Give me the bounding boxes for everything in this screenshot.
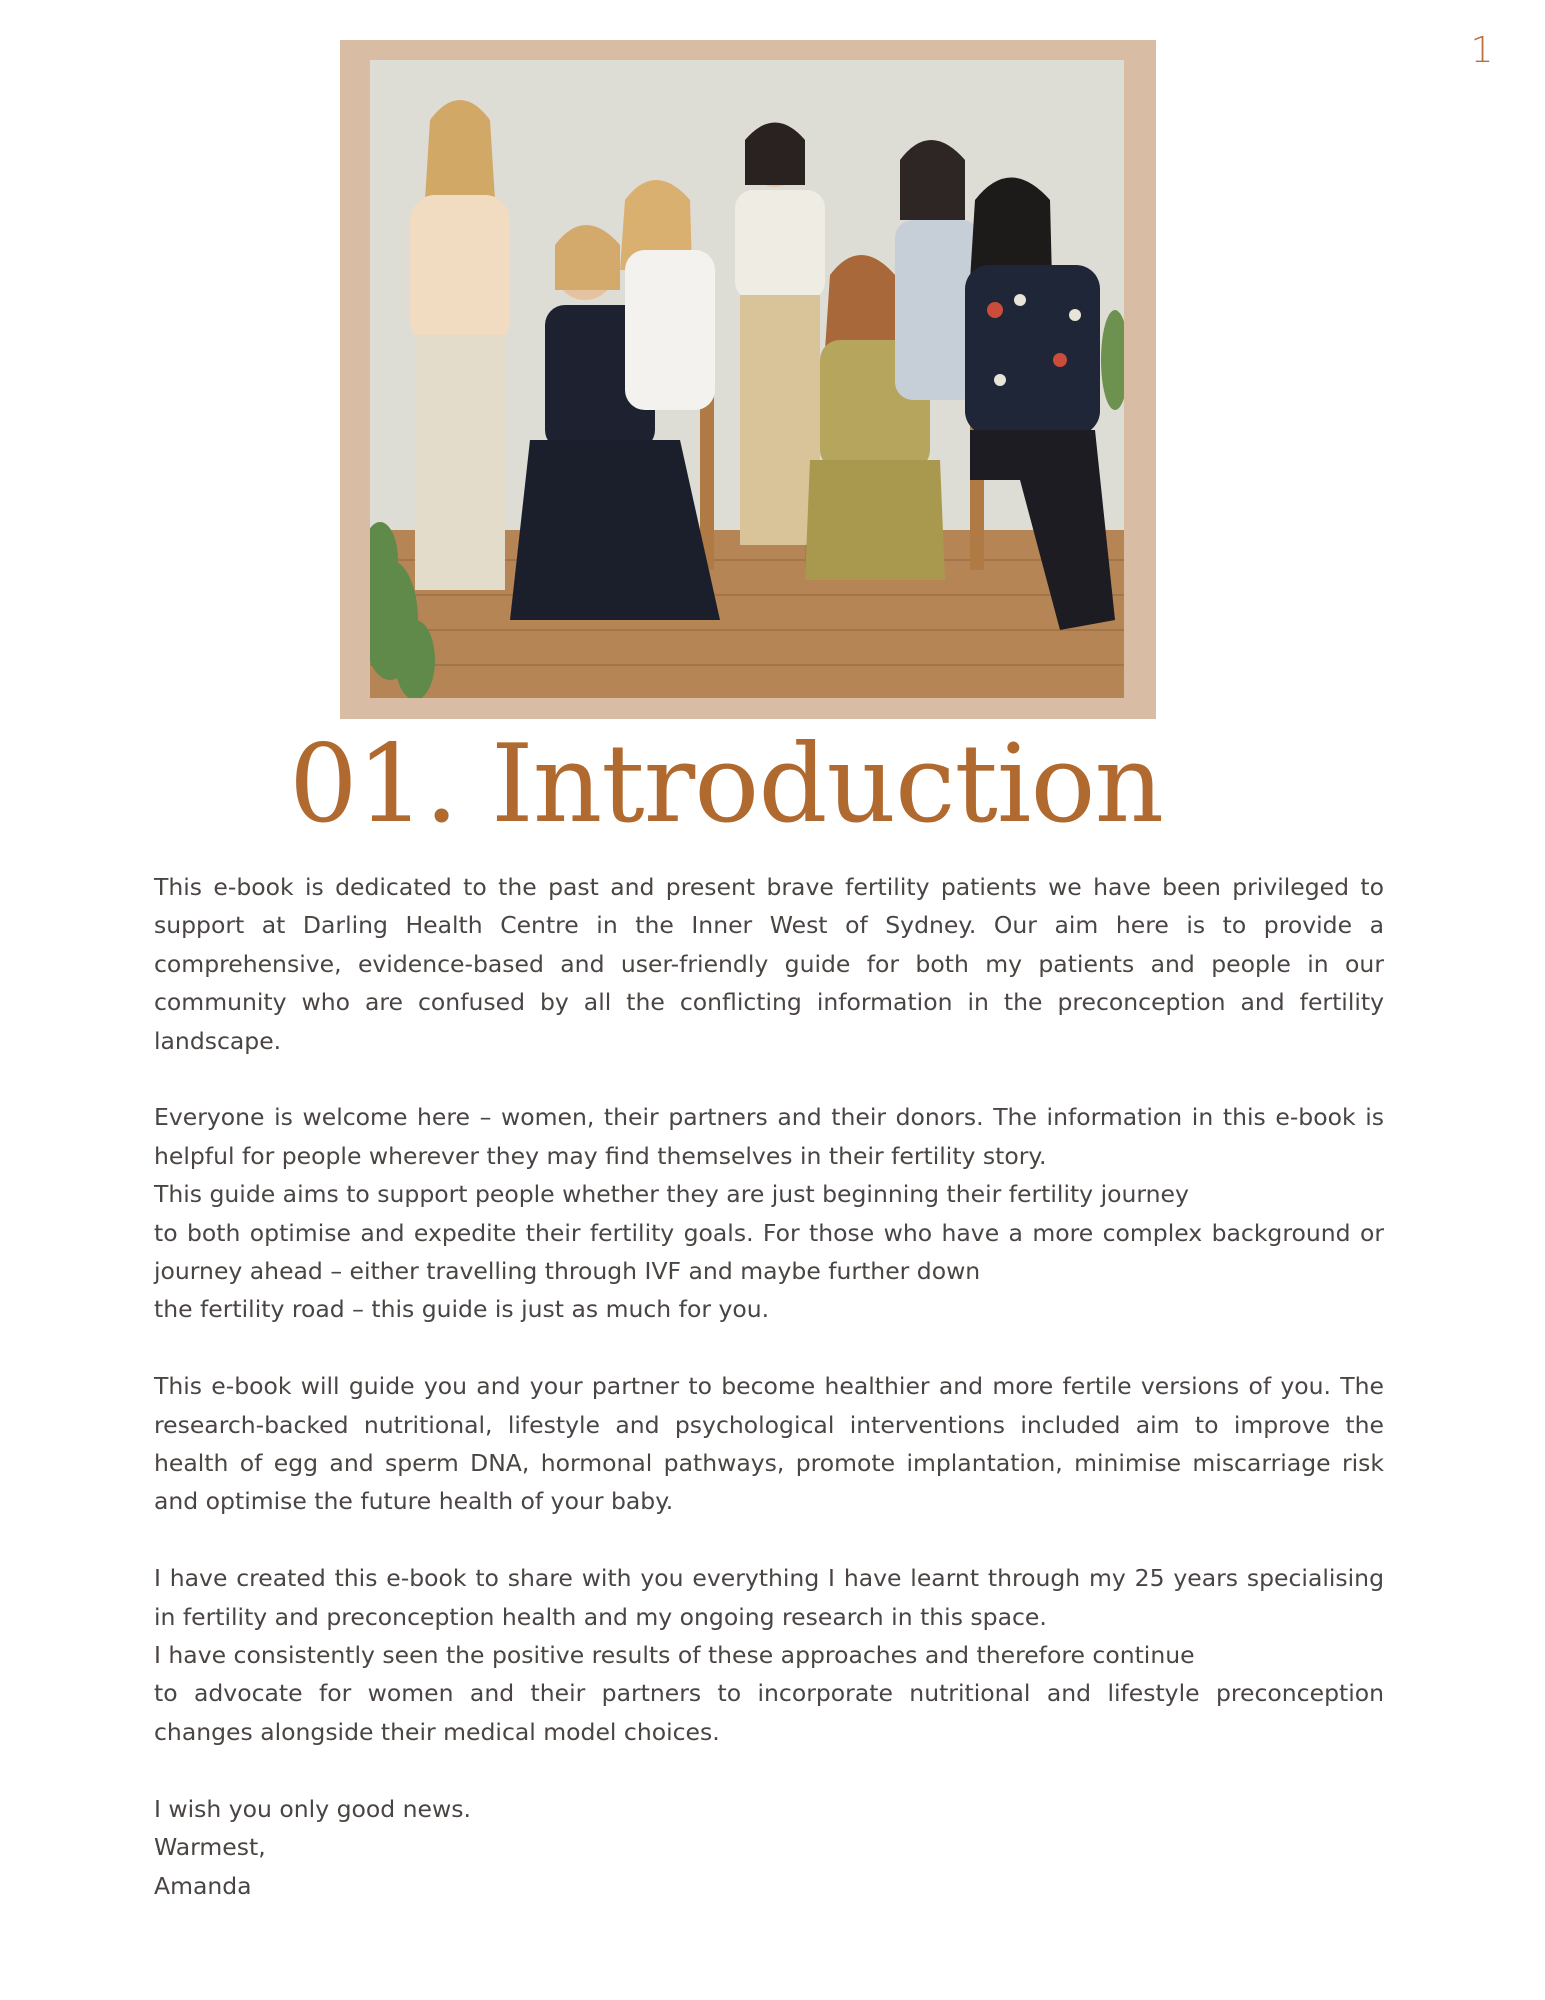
paragraph-experience bbox=[154, 1559, 1384, 1751]
group-photo bbox=[370, 60, 1124, 698]
text-line: Everyone is welcome here – women, their partners and their donors. The information in this e-book is bbox=[154, 1103, 1384, 1132]
text-line: landscape. bbox=[154, 1026, 282, 1055]
text-line: support at Darling Health Centre in the Inner West of Sydney. Our aim here is to provide a bbox=[154, 911, 1384, 940]
text-line: health of egg and sperm DNA, hormonal pathways, promote implantation, minimise miscarriage risk bbox=[154, 1449, 1384, 1478]
text-line: the fertility road – this guide is just as much for you. bbox=[154, 1295, 770, 1324]
text-line: I have created this e-book to share with you everything I have learnt through my 25 years specialising bbox=[154, 1564, 1384, 1593]
signature-name: Amanda bbox=[154, 1871, 252, 1900]
text-line: community who are confused by all the conflicting information in the preconception and fertility bbox=[154, 988, 1384, 1017]
text-line: I wish you only good news. bbox=[154, 1794, 471, 1823]
text-line: in fertility and preconception health and my ongoing research in this space. bbox=[154, 1602, 1047, 1631]
text-line: changes alongside their medical model choices. bbox=[154, 1717, 720, 1746]
paragraph-guide bbox=[154, 1367, 1384, 1521]
text-line: comprehensive, evidence-based and user-friendly guide for both my patients and people in our bbox=[154, 949, 1384, 978]
closing-line: Warmest, bbox=[154, 1833, 266, 1862]
paragraph-dedication bbox=[154, 868, 1384, 1060]
text-line: research-backed nutritional, lifestyle and psychological interventions included aim to improve the bbox=[154, 1410, 1384, 1439]
body-text bbox=[154, 868, 1384, 1943]
text-line: to advocate for women and their partners to incorporate nutritional and lifestyle preconception bbox=[154, 1679, 1384, 1708]
text-line: journey ahead – either travelling through IVF and maybe further down bbox=[154, 1257, 981, 1286]
text-line: and optimise the future health of your baby. bbox=[154, 1487, 674, 1516]
paragraph-signoff bbox=[154, 1790, 1384, 1905]
page-number: 1 bbox=[1470, 30, 1494, 71]
text-line: This e-book is dedicated to the past and present brave fertility patients we have been privileged to bbox=[154, 873, 1384, 901]
page-title: 01. Introduction bbox=[288, 722, 1164, 847]
text-line: I have consistently seen the positive results of these approaches and therefore continue bbox=[154, 1641, 1195, 1670]
group-photo-illustration bbox=[370, 60, 1124, 698]
paragraph-welcome bbox=[154, 1098, 1384, 1328]
text-line: to both optimise and expedite their fertility goals. For those who have a more complex background or bbox=[154, 1218, 1384, 1247]
text-line: This guide aims to support people whether they are just beginning their fertility journey bbox=[154, 1180, 1189, 1209]
photo-frame bbox=[340, 40, 1156, 719]
text-line: helpful for people wherever they may find themselves in their fertility story. bbox=[154, 1141, 1047, 1170]
text-line: This e-book will guide you and your partner to become healthier and more fertile versions of you. The bbox=[154, 1372, 1384, 1401]
